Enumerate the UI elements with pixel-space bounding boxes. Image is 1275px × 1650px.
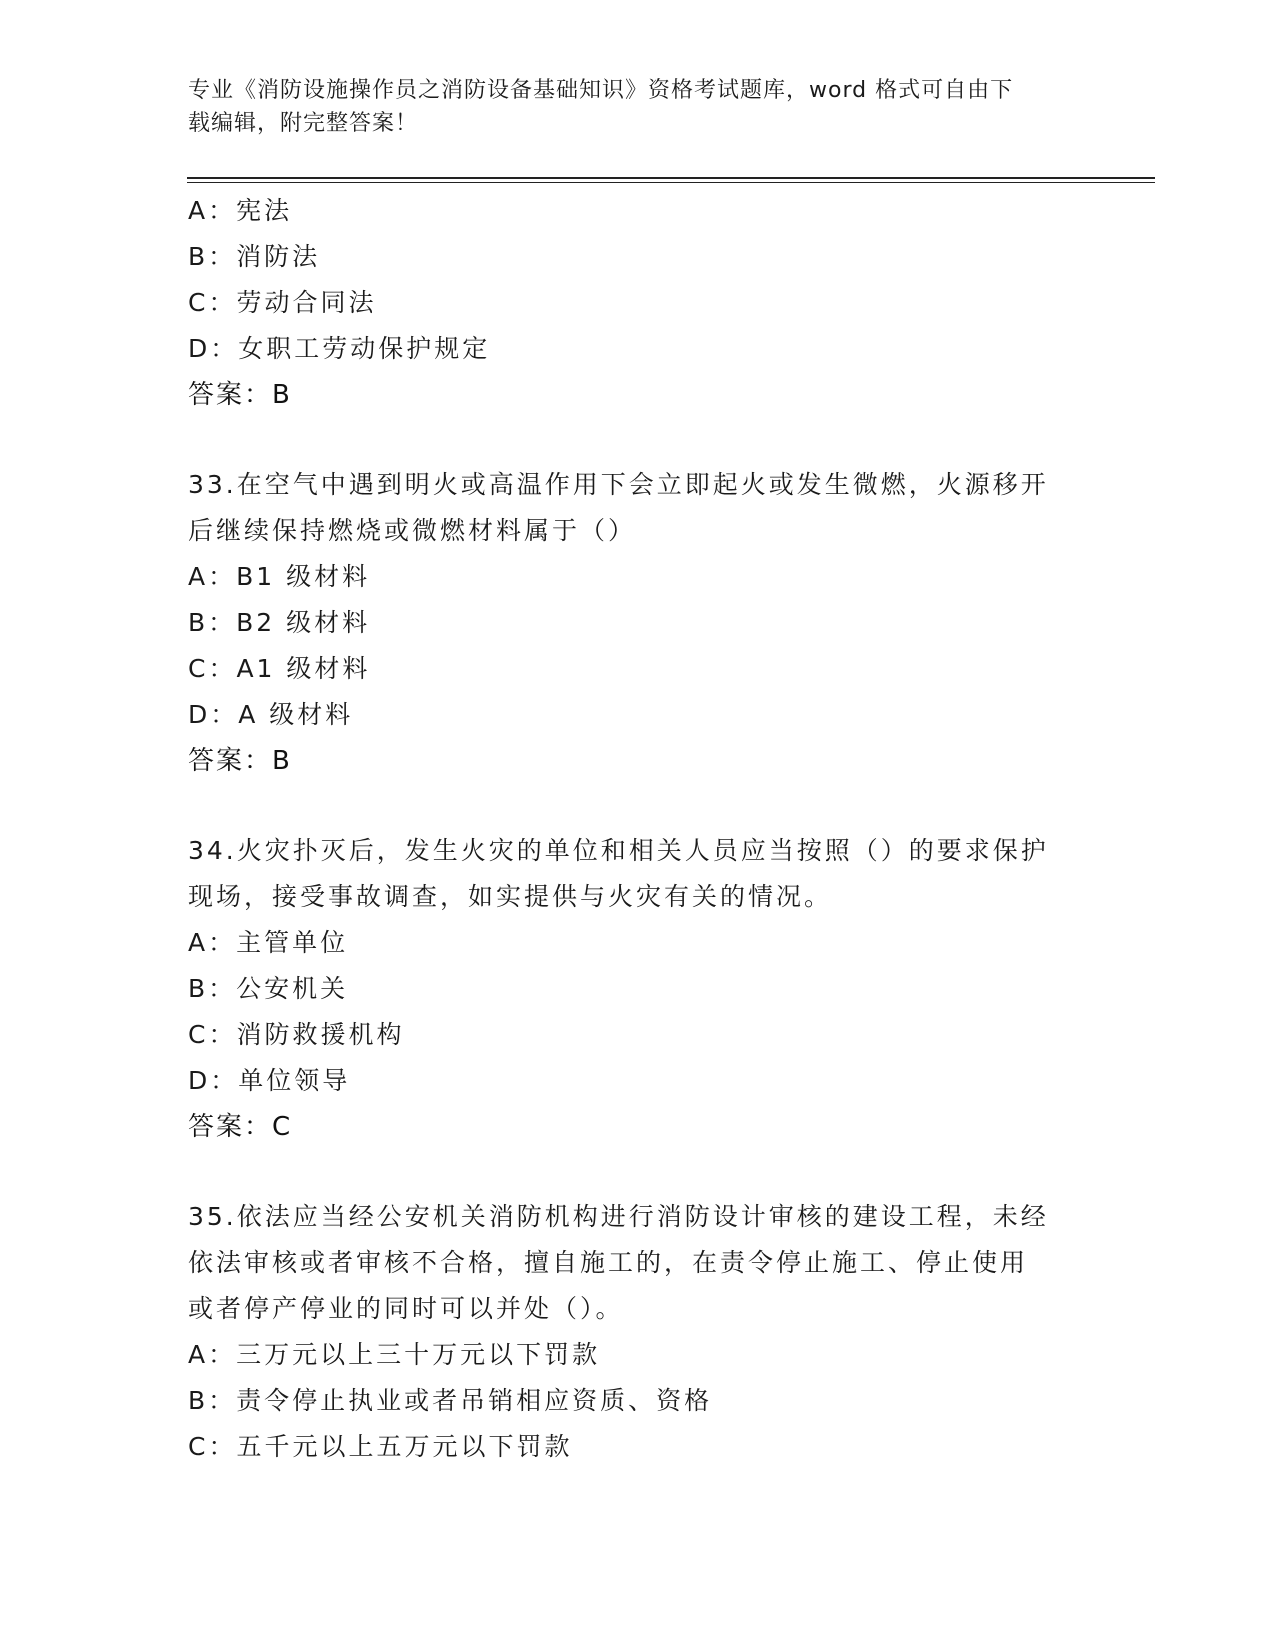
option-c: C：劳动合同法 xyxy=(188,288,377,317)
option-c: C：A1 级材料 xyxy=(188,654,371,683)
option-a: A：B1 级材料 xyxy=(188,562,371,591)
answer-line: 答案：B xyxy=(188,380,292,410)
option-b: B：消防法 xyxy=(188,242,321,271)
option-b: B：公安机关 xyxy=(188,974,349,1003)
question-text-line: 现场，接受事故调查，如实提供与火灾有关的情况。 xyxy=(188,882,833,911)
option-a: A：宪法 xyxy=(188,196,293,225)
question-block-35 xyxy=(188,1194,1088,1470)
header-rule-thick xyxy=(187,177,1155,179)
answer-line: 答案：C xyxy=(188,1112,293,1142)
question-text-line: 后继续保持燃烧或微燃材料属于（） xyxy=(188,516,637,545)
header-line-1: 专业《消防设施操作员之消防设备基础知识》资格考试题库，word 格式可自由下 xyxy=(188,78,1014,103)
question-block-34 xyxy=(188,828,1088,1150)
option-a: A：主管单位 xyxy=(188,928,349,957)
question-text-line: 34.火灾扑灭后，发生火灾的单位和相关人员应当按照（）的要求保护 xyxy=(188,836,1049,865)
question-text-line: 或者停产停业的同时可以并处（）。 xyxy=(188,1294,624,1323)
question-block-32 xyxy=(188,188,1088,418)
question-text-line: 33.在空气中遇到明火或高温作用下会立即起火或发生微燃，火源移开 xyxy=(188,470,1049,499)
option-d: D：女职工劳动保护规定 xyxy=(188,334,491,363)
question-text-line: 依法审核或者审核不合格，擅自施工的，在责令停止施工、停止使用 xyxy=(188,1248,1029,1277)
question-block-33 xyxy=(188,462,1088,784)
header-rule-thin xyxy=(187,182,1155,183)
answer-line: 答案：B xyxy=(188,746,292,776)
header-line-2: 载编辑，附完整答案！ xyxy=(188,111,419,136)
option-b: B：B2 级材料 xyxy=(188,608,371,637)
question-list xyxy=(188,188,1088,1470)
question-text-line: 35.依法应当经公安机关消防机构进行消防设计审核的建设工程，未经 xyxy=(188,1202,1049,1231)
option-d: D：A 级材料 xyxy=(188,700,354,729)
option-c: C：消防救援机构 xyxy=(188,1020,405,1049)
option-d: D：单位领导 xyxy=(188,1066,351,1095)
option-a: A：三万元以上三十万元以下罚款 xyxy=(188,1340,601,1369)
option-c: C：五千元以上五万元以下罚款 xyxy=(188,1432,573,1461)
document-header xyxy=(188,74,1068,140)
option-b: B：责令停止执业或者吊销相应资质、资格 xyxy=(188,1386,713,1415)
